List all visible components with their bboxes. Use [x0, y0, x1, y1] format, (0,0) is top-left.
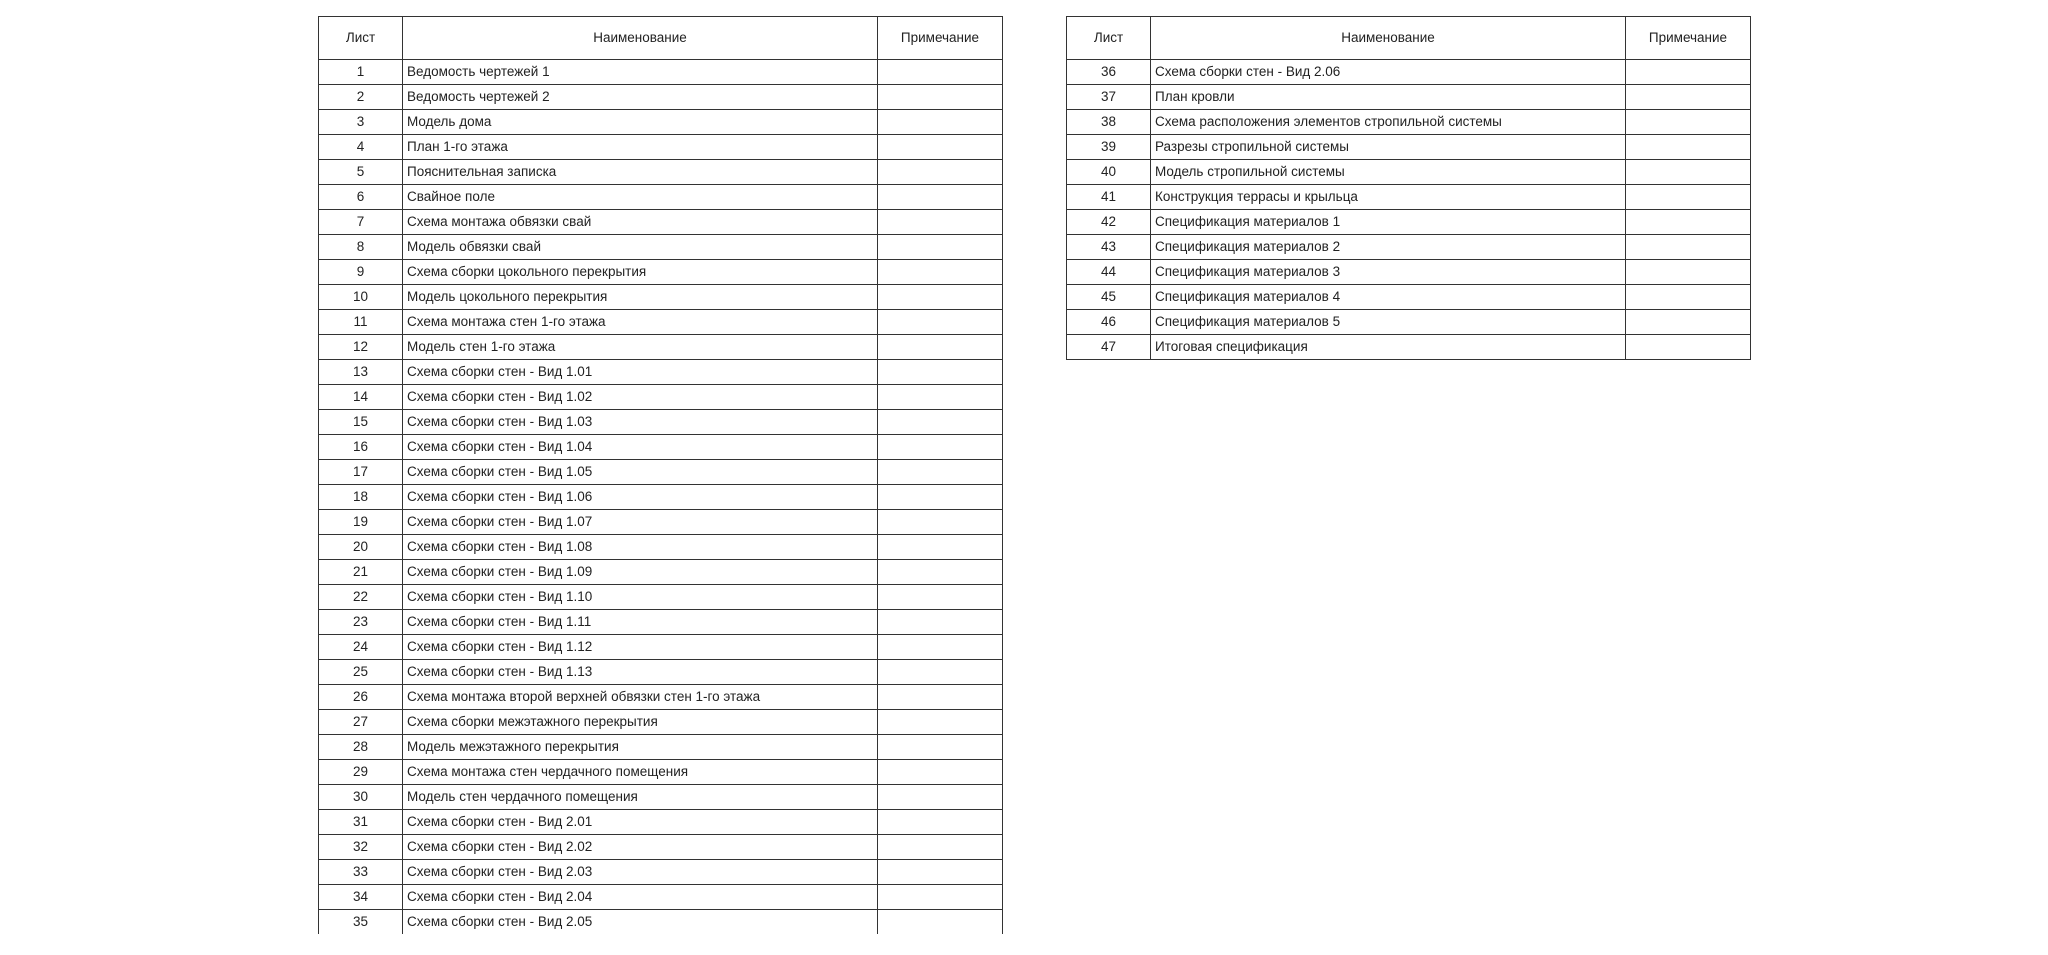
sheet-number-cell: 20 — [319, 535, 403, 560]
table-header-row — [1067, 17, 1751, 60]
sheet-number-cell: 31 — [319, 810, 403, 835]
table-row — [319, 485, 1003, 510]
sheet-name-cell: Схема сборки стен - Вид 1.12 — [403, 635, 878, 660]
sheet-name-cell: Модель стен чердачного помещения — [403, 785, 878, 810]
table-row — [319, 360, 1003, 385]
sheet-number-cell: 45 — [1067, 285, 1151, 310]
sheet-number-cell: 5 — [319, 160, 403, 185]
sheet-number-cell: 28 — [319, 735, 403, 760]
drawing-list-table-right — [1066, 16, 1751, 360]
sheet-name-cell: Спецификация материалов 1 — [1151, 210, 1626, 235]
table-row — [319, 110, 1003, 135]
sheet-number-cell: 13 — [319, 360, 403, 385]
table-row — [319, 560, 1003, 585]
sheet-name-cell: Спецификация материалов 3 — [1151, 260, 1626, 285]
table-row — [319, 60, 1003, 85]
sheet-name-cell: Схема монтажа стен 1-го этажа — [403, 310, 878, 335]
sheet-name-cell: Схема сборки стен - Вид 1.11 — [403, 610, 878, 635]
sheet-note-cell — [878, 585, 1003, 610]
sheet-number-cell: 34 — [319, 885, 403, 910]
sheet-note-cell — [878, 485, 1003, 510]
sheet-name-cell: Схема сборки стен - Вид 1.09 — [403, 560, 878, 585]
sheet-number-cell: 1 — [319, 60, 403, 85]
sheet-name-cell: Конструкция террасы и крыльца — [1151, 185, 1626, 210]
sheet-name-cell: Схема сборки стен - Вид 2.04 — [403, 885, 878, 910]
sheet-number-cell: 14 — [319, 385, 403, 410]
sheet-note-cell — [1626, 135, 1751, 160]
sheet-name-cell: Схема монтажа второй верхней обвязки стен 1-го этажа — [403, 685, 878, 710]
sheet-number-cell: 44 — [1067, 260, 1151, 285]
sheet-note-cell — [1626, 210, 1751, 235]
sheet-note-cell — [878, 660, 1003, 685]
header-name: Наименование — [403, 17, 878, 60]
sheet-name-cell: Схема сборки стен - Вид 1.04 — [403, 435, 878, 460]
sheet-number-cell: 11 — [319, 310, 403, 335]
sheet-name-cell: Схема сборки цокольного перекрытия — [403, 260, 878, 285]
sheet-name-cell: Разрезы стропильной системы — [1151, 135, 1626, 160]
table-row — [319, 785, 1003, 810]
sheet-note-cell — [878, 110, 1003, 135]
sheet-note-cell — [878, 135, 1003, 160]
sheet-name-cell: Итоговая спецификация — [1151, 335, 1626, 360]
table-row — [319, 860, 1003, 885]
sheet-name-cell: Схема сборки межэтажного перекрытия — [403, 710, 878, 735]
sheet-name-cell: Ведомость чертежей 1 — [403, 60, 878, 85]
table-row — [319, 535, 1003, 560]
sheet-name-cell: Схема сборки стен - Вид 1.07 — [403, 510, 878, 535]
table-row — [319, 235, 1003, 260]
sheet-number-cell: 7 — [319, 210, 403, 235]
table-row — [1067, 60, 1751, 85]
sheet-name-cell: Модель межэтажного перекрытия — [403, 735, 878, 760]
sheet-note-cell — [878, 610, 1003, 635]
sheet-note-cell — [878, 635, 1003, 660]
sheet-note-cell — [878, 410, 1003, 435]
table-row — [1067, 235, 1751, 260]
sheet-number-cell: 24 — [319, 635, 403, 660]
sheet-number-cell: 9 — [319, 260, 403, 285]
sheet-note-cell — [1626, 335, 1751, 360]
sheet-number-cell: 22 — [319, 585, 403, 610]
table-row — [319, 160, 1003, 185]
sheet-note-cell — [878, 860, 1003, 885]
sheet-number-cell: 3 — [319, 110, 403, 135]
sheet-number-cell: 30 — [319, 785, 403, 810]
table-row — [1067, 260, 1751, 285]
sheet-note-cell — [878, 710, 1003, 735]
sheet-note-cell — [1626, 260, 1751, 285]
sheet-name-cell: Схема сборки стен - Вид 2.05 — [403, 910, 878, 935]
sheet-number-cell: 36 — [1067, 60, 1151, 85]
table-row — [319, 385, 1003, 410]
sheet-note-cell — [878, 735, 1003, 760]
sheet-note-cell — [1626, 110, 1751, 135]
table-row — [319, 735, 1003, 760]
sheet-name-cell: Спецификация материалов 2 — [1151, 235, 1626, 260]
sheet-name-cell: Схема сборки стен - Вид 2.01 — [403, 810, 878, 835]
sheet-number-cell: 47 — [1067, 335, 1151, 360]
sheet-name-cell: Модель стропильной системы — [1151, 160, 1626, 185]
sheet-number-cell: 38 — [1067, 110, 1151, 135]
sheet-note-cell — [878, 335, 1003, 360]
table-row — [319, 610, 1003, 635]
sheet-number-cell: 26 — [319, 685, 403, 710]
sheet-name-cell: Свайное поле — [403, 185, 878, 210]
sheet-note-cell — [1626, 285, 1751, 310]
header-sheet: Лист — [319, 17, 403, 60]
sheet-number-cell: 25 — [319, 660, 403, 685]
sheet-note-cell — [878, 560, 1003, 585]
table-row — [1067, 185, 1751, 210]
sheet-name-cell: Схема сборки стен - Вид 2.03 — [403, 860, 878, 885]
sheet-name-cell: Схема сборки стен - Вид 1.13 — [403, 660, 878, 685]
table-row — [1067, 110, 1751, 135]
sheet-name-cell: Модель стен 1-го этажа — [403, 335, 878, 360]
sheet-number-cell: 23 — [319, 610, 403, 635]
table-row — [1067, 210, 1751, 235]
table-row — [1067, 335, 1751, 360]
sheet-name-cell: Спецификация материалов 5 — [1151, 310, 1626, 335]
sheet-note-cell — [878, 310, 1003, 335]
table-row — [319, 835, 1003, 860]
sheet-note-cell — [878, 235, 1003, 260]
sheet-number-cell: 43 — [1067, 235, 1151, 260]
sheet-name-cell: Схема сборки стен - Вид 1.08 — [403, 535, 878, 560]
sheet-name-cell: Модель цокольного перекрытия — [403, 285, 878, 310]
sheet-note-cell — [878, 385, 1003, 410]
sheet-note-cell — [878, 510, 1003, 535]
sheet-number-cell: 32 — [319, 835, 403, 860]
sheet-number-cell: 29 — [319, 760, 403, 785]
table-row — [319, 685, 1003, 710]
sheet-name-cell: Схема сборки стен - Вид 1.01 — [403, 360, 878, 385]
sheet-number-cell: 27 — [319, 710, 403, 735]
table-row — [319, 135, 1003, 160]
sheet-name-cell: Схема сборки стен - Вид 1.05 — [403, 460, 878, 485]
table-row — [319, 660, 1003, 685]
table-row — [319, 460, 1003, 485]
sheet-number-cell: 16 — [319, 435, 403, 460]
table-row — [1067, 160, 1751, 185]
header-name: Наименование — [1151, 17, 1626, 60]
table-row — [319, 185, 1003, 210]
sheet-name-cell: Схема сборки стен - Вид 1.02 — [403, 385, 878, 410]
sheet-note-cell — [878, 60, 1003, 85]
sheet-note-cell — [878, 535, 1003, 560]
table-row — [1067, 85, 1751, 110]
table-header-row — [319, 17, 1003, 60]
sheet-number-cell: 35 — [319, 910, 403, 935]
sheet-note-cell — [878, 685, 1003, 710]
sheet-number-cell: 39 — [1067, 135, 1151, 160]
table-row — [1067, 310, 1751, 335]
sheet-number-cell: 37 — [1067, 85, 1151, 110]
sheet-note-cell — [878, 460, 1003, 485]
table-row — [319, 410, 1003, 435]
sheet-note-cell — [878, 785, 1003, 810]
sheet-number-cell: 17 — [319, 460, 403, 485]
sheet-name-cell: Схема монтажа стен чердачного помещения — [403, 760, 878, 785]
table-row — [319, 260, 1003, 285]
sheet-note-cell — [878, 210, 1003, 235]
table-row — [319, 635, 1003, 660]
sheet-number-cell: 15 — [319, 410, 403, 435]
sheet-name-cell: План 1-го этажа — [403, 135, 878, 160]
table-row — [1067, 135, 1751, 160]
sheet-note-cell — [878, 160, 1003, 185]
sheet-note-cell — [878, 885, 1003, 910]
sheet-note-cell — [1626, 85, 1751, 110]
sheet-number-cell: 6 — [319, 185, 403, 210]
sheet-name-cell: Схема сборки стен - Вид 1.10 — [403, 585, 878, 610]
sheet-name-cell: Модель обвязки свай — [403, 235, 878, 260]
sheet-name-cell: Схема сборки стен - Вид 2.02 — [403, 835, 878, 860]
table-row — [1067, 285, 1751, 310]
sheet-note-cell — [1626, 235, 1751, 260]
sheet-number-cell: 46 — [1067, 310, 1151, 335]
sheet-note-cell — [878, 835, 1003, 860]
table-row — [319, 585, 1003, 610]
sheet-note-cell — [1626, 60, 1751, 85]
header-note: Примечание — [878, 17, 1003, 60]
sheet-number-cell: 12 — [319, 335, 403, 360]
sheet-number-cell: 40 — [1067, 160, 1151, 185]
table-row — [319, 435, 1003, 460]
sheet-name-cell: Схема расположения элементов стропильной системы — [1151, 110, 1626, 135]
sheet-number-cell: 42 — [1067, 210, 1151, 235]
sheet-number-cell: 21 — [319, 560, 403, 585]
sheet-note-cell — [878, 260, 1003, 285]
table-row — [319, 210, 1003, 235]
sheet-note-cell — [878, 360, 1003, 385]
sheet-note-cell — [878, 185, 1003, 210]
sheet-note-cell — [878, 810, 1003, 835]
sheet-name-cell: Схема сборки стен - Вид 1.06 — [403, 485, 878, 510]
sheet-number-cell: 41 — [1067, 185, 1151, 210]
drawing-list-table-left — [318, 16, 1003, 934]
table-row — [319, 85, 1003, 110]
sheet-note-cell — [878, 285, 1003, 310]
sheet-number-cell: 33 — [319, 860, 403, 885]
sheet-name-cell: Схема сборки стен - Вид 1.03 — [403, 410, 878, 435]
header-sheet: Лист — [1067, 17, 1151, 60]
sheet-number-cell: 10 — [319, 285, 403, 310]
sheet-number-cell: 19 — [319, 510, 403, 535]
table-row — [319, 885, 1003, 910]
sheet-note-cell — [878, 760, 1003, 785]
sheet-note-cell — [878, 435, 1003, 460]
sheet-note-cell — [1626, 185, 1751, 210]
table-row — [319, 510, 1003, 535]
table-row — [319, 285, 1003, 310]
sheet-number-cell: 4 — [319, 135, 403, 160]
sheet-number-cell: 18 — [319, 485, 403, 510]
sheet-number-cell: 2 — [319, 85, 403, 110]
table-row — [319, 335, 1003, 360]
sheet-name-cell: План кровли — [1151, 85, 1626, 110]
sheet-name-cell: Спецификация материалов 4 — [1151, 285, 1626, 310]
sheet-name-cell: Схема сборки стен - Вид 2.06 — [1151, 60, 1626, 85]
table-row — [319, 310, 1003, 335]
sheet-name-cell: Модель дома — [403, 110, 878, 135]
table-row — [319, 810, 1003, 835]
sheet-note-cell — [1626, 310, 1751, 335]
header-note: Примечание — [1626, 17, 1751, 60]
table-row — [319, 710, 1003, 735]
table-row — [319, 760, 1003, 785]
sheet-number-cell: 8 — [319, 235, 403, 260]
sheet-name-cell: Схема монтажа обвязки свай — [403, 210, 878, 235]
sheet-name-cell: Пояснительная записка — [403, 160, 878, 185]
sheet-note-cell — [878, 85, 1003, 110]
sheet-note-cell — [878, 910, 1003, 935]
sheet-note-cell — [1626, 160, 1751, 185]
sheet-name-cell: Ведомость чертежей 2 — [403, 85, 878, 110]
table-row — [319, 910, 1003, 935]
